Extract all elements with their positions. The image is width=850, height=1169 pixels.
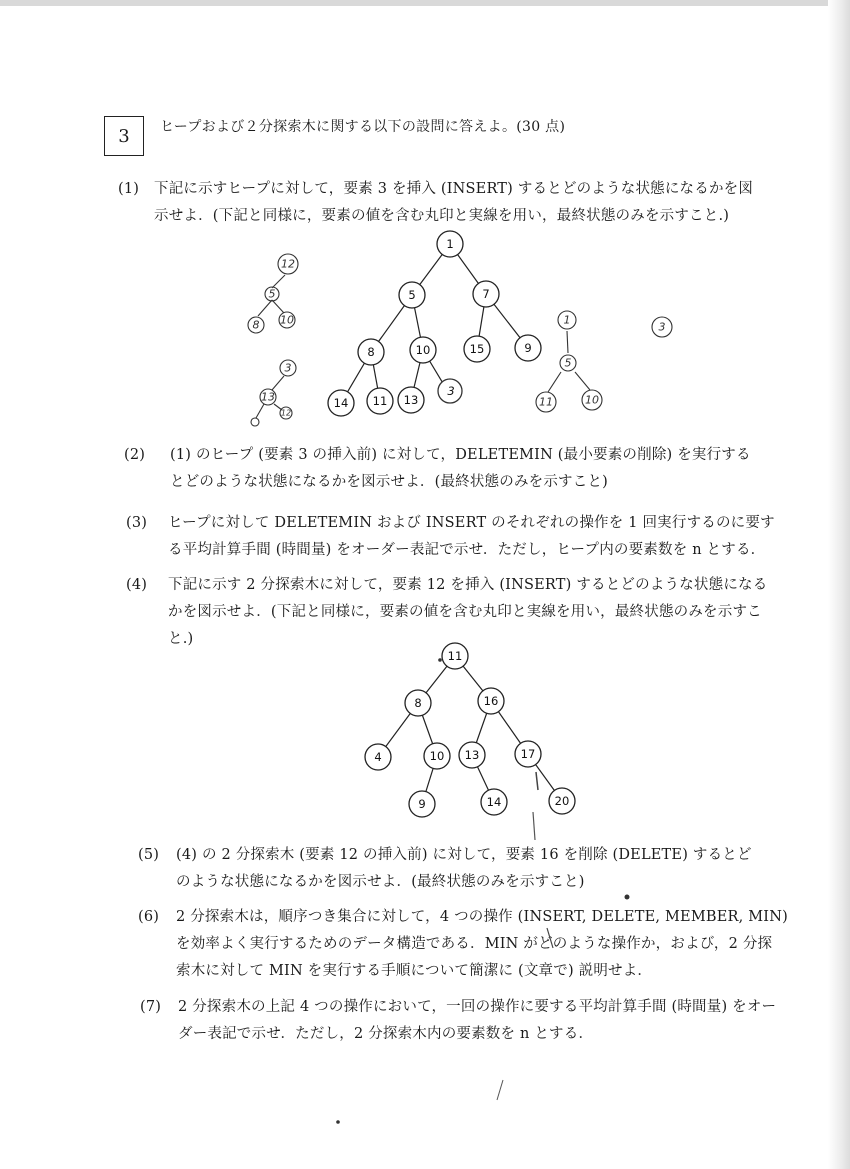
bst-node xyxy=(424,743,450,769)
question-4-line-2: かを図示せよ．(下記と同様に，要素の値を含む丸印と実線を用い，最終状態のみを示すこ xyxy=(168,604,762,620)
question-6-line-2: を効率よく実行するためのデータ構造である．MIN がどのような操作か，および，2 分探 xyxy=(176,936,773,952)
handwritten-note-3 xyxy=(652,317,672,337)
bst-node xyxy=(365,744,391,770)
heap-tree xyxy=(328,231,541,416)
question-2-line-1: (1) のヒープ (要素 3 の挿入前) に対して，DELETEMIN (最小要素の削除) を実行する xyxy=(170,447,751,463)
bst-tree xyxy=(365,643,575,817)
svg-text:13: 13 xyxy=(261,390,275,404)
bst-node xyxy=(442,643,468,669)
svg-text:10: 10 xyxy=(585,393,599,407)
svg-text:12: 12 xyxy=(281,257,295,271)
svg-text:11: 11 xyxy=(539,395,553,409)
svg-text:5: 5 xyxy=(268,287,276,301)
question-5-line-1: (4) の 2 分探索木 (要素 12 の挿入前) に対して，要素 16 を削除 (DELETE) するとど xyxy=(176,847,752,863)
heap-node xyxy=(358,339,384,365)
heap-node-handwritten xyxy=(438,379,462,403)
heap-node xyxy=(473,281,499,307)
question-5-number: (5) xyxy=(138,847,160,863)
svg-text:3: 3 xyxy=(447,384,455,398)
svg-text:10: 10 xyxy=(280,313,294,327)
question-6-number: (6) xyxy=(138,909,160,925)
question-3-line-2: る平均計算手間 (時間量) をオーダー表記で示せ．ただし，ヒープ内の要素数を n とする． xyxy=(168,542,766,558)
question-7-number: (7) xyxy=(140,999,162,1015)
svg-text:3: 3 xyxy=(284,361,292,375)
question-1-line-1: 下記に示すヒープに対して，要素 3 を挿入 (INSERT) するとどのような状態になるかを図 xyxy=(154,181,754,197)
question-4-number: (4) xyxy=(126,577,148,593)
heap-node xyxy=(437,231,463,257)
handwritten-sketch-right xyxy=(536,311,602,412)
svg-text:9: 9 xyxy=(418,797,426,811)
svg-text:11: 11 xyxy=(447,649,463,663)
svg-text:8: 8 xyxy=(252,318,260,332)
heap-node xyxy=(464,336,490,362)
question-1-number: (1) xyxy=(118,181,140,197)
heap-node xyxy=(328,390,354,416)
svg-text:10: 10 xyxy=(415,343,431,357)
question-3-line-1: ヒープに対して DELETEMIN および INSERT のそれぞれの操作を 1 回実行するのに要す xyxy=(168,515,775,531)
heap-node xyxy=(367,388,393,414)
svg-text:20: 20 xyxy=(554,794,570,808)
svg-text:12: 12 xyxy=(280,408,292,418)
handwritten-sketch-left-top xyxy=(248,254,298,333)
stray-pencil-marks xyxy=(336,658,629,1124)
question-6-line-3: 索木に対して MIN を実行する手順について簡潔に (文章で) 説明せよ． xyxy=(176,963,653,979)
svg-text:9: 9 xyxy=(524,341,532,355)
bst-node xyxy=(459,742,485,768)
bst-node xyxy=(478,688,504,714)
question-7-line-1: 2 分探索木の上記 4 つの操作において，一回の操作に要する平均計算手間 (時間量) をオー xyxy=(178,999,777,1015)
svg-text:8: 8 xyxy=(367,345,375,359)
bst-node xyxy=(549,788,575,814)
heap-node xyxy=(410,337,436,363)
svg-text:5: 5 xyxy=(564,356,572,370)
svg-text:1: 1 xyxy=(563,313,571,327)
question-2-line-2: とどのような状態になるかを図示せよ．(最終状態のみを示すこと) xyxy=(170,474,609,490)
question-heading: ヒープおよび２分探索木に関する以下の設問に答えよ。(30 点) xyxy=(160,119,566,135)
bst-node xyxy=(481,789,507,815)
heap-node xyxy=(399,282,425,308)
svg-text:10: 10 xyxy=(429,749,445,763)
heap-node xyxy=(398,387,424,413)
svg-text:8: 8 xyxy=(414,696,422,710)
svg-text:13: 13 xyxy=(403,393,419,407)
question-1-line-2: 示せよ．(下記と同様に，要素の値を含む丸印と実線を用い，最終状態のみを示すこと.) xyxy=(154,208,730,224)
svg-text:13: 13 xyxy=(464,748,480,762)
svg-text:15: 15 xyxy=(469,342,485,356)
svg-text:11: 11 xyxy=(372,394,388,408)
handwritten-sketch-left-bottom xyxy=(251,360,296,426)
svg-text:17: 17 xyxy=(520,747,536,761)
svg-text:14: 14 xyxy=(486,795,502,809)
question-2-number: (2) xyxy=(124,447,146,463)
svg-text:16: 16 xyxy=(483,694,499,708)
question-3-number: (3) xyxy=(126,515,148,531)
question-6-line-1: 2 分探索木は，順序つき集合に対して，4 つの操作 (INSERT, DELETE, MEMBER, MIN) xyxy=(176,909,788,925)
question-4-line-3: と.) xyxy=(168,631,194,647)
question-7-line-2: ダー表記で示せ．ただし，2 分探索木内の要素数を n とする． xyxy=(178,1026,594,1042)
question-5-line-2: のような状態になるかを図示せよ．(最終状態のみを示すこと) xyxy=(176,874,585,890)
bst-node xyxy=(409,791,435,817)
svg-text:4: 4 xyxy=(374,750,382,764)
heap-node xyxy=(515,335,541,361)
svg-text:3: 3 xyxy=(658,320,666,334)
bst-node xyxy=(405,690,431,716)
svg-text:7: 7 xyxy=(482,287,490,301)
question-4-line-1: 下記に示す 2 分探索木に対して，要素 12 を挿入 (INSERT) するとどのような状態になる xyxy=(168,577,768,593)
question-number-box: 3 xyxy=(104,116,144,156)
svg-text:5: 5 xyxy=(408,288,416,302)
bst-node xyxy=(515,741,541,767)
svg-text:1: 1 xyxy=(446,237,454,251)
svg-text:14: 14 xyxy=(333,396,349,410)
